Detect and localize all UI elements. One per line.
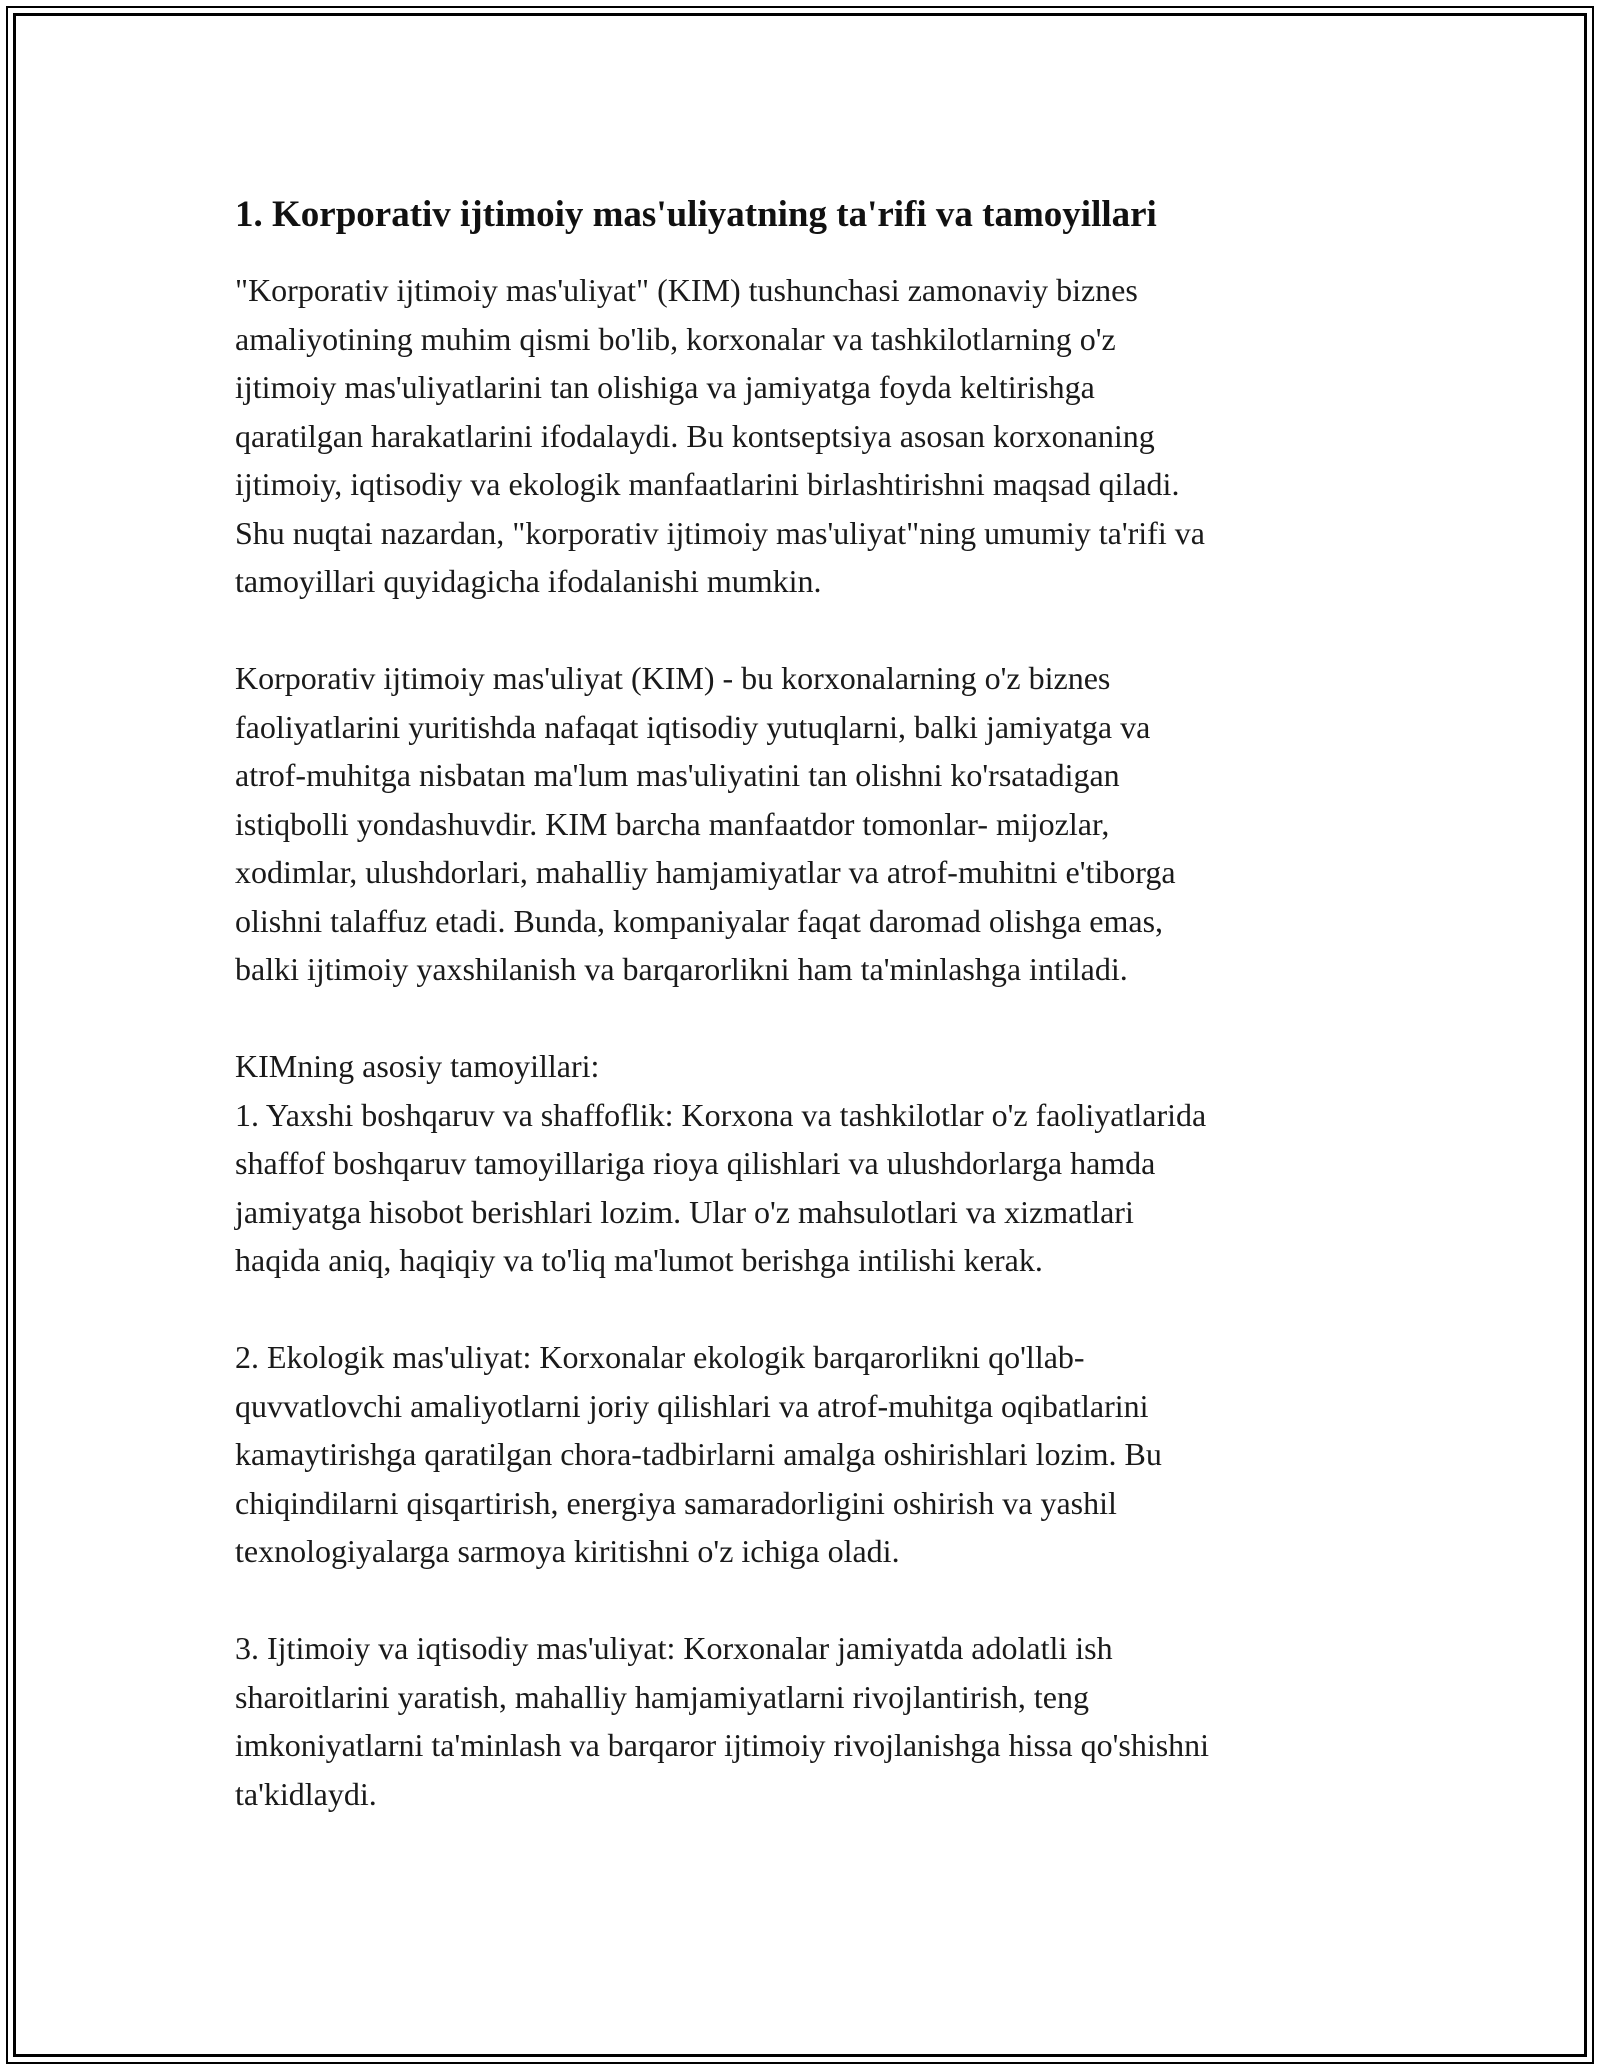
text-line: xodimlar, ulushdorlari, mahalliy hamjamiyatlar va atrof-muhitni e'tiborga [235, 854, 1176, 890]
text-line: Shu nuqtai nazardan, "korporativ ijtimoiy mas'uliyat"ning umumiy ta'rifi va [235, 514, 1205, 551]
principle-1-line: 1. Yaxshi boshqaruv va shaffoflik: Korxona va tashkilotlar o'z faoliyatlarida [235, 1096, 1207, 1133]
principle-1-line: shaffof boshqaruv tamoyillariga rioya qilishlari va ulushdorlarga hamda [235, 1145, 1156, 1181]
document-body [235, 186, 1365, 1818]
text-line: faoliyatlarini yuritishda nafaqat iqtisodiy yutuqlarni, balki jamiyatga va [235, 708, 1151, 745]
principle-2 [235, 1333, 1365, 1576]
text-line: olishni talaffuz etadi. Bunda, kompaniyalar faqat daromad olishga emas, [235, 902, 1164, 939]
section-heading: 1. Korporativ ijtimoiy mas'uliyatning ta'rifi va tamoyillari [235, 194, 1157, 235]
principle-3-line: sharoitlarini yaratish, mahalliy hamjamiyatlarni rivojlantirish, teng [235, 1678, 1089, 1715]
principle-1-line: jamiyatga hisobot berishlari lozim. Ular o'z mahsulotlari va xizmatlari [235, 1193, 1134, 1230]
principles-title: KIMning asosiy tamoyillari: [235, 1048, 600, 1084]
paragraph-gap [235, 1576, 1365, 1625]
text-line: tamoyillari quyidagicha ifodalanishi mumkin. [235, 563, 822, 599]
principle-3 [235, 1624, 1365, 1818]
principle-2-line: kamaytirishga qaratilgan chora-tadbirlarni amalga oshirishlari lozim. Bu [235, 1436, 1162, 1472]
principle-2-line: 2. Ekologik mas'uliyat: Korxonalar ekologik barqarorlikni qo'llab- [235, 1339, 1085, 1375]
principles-list [235, 1042, 1365, 1285]
text-line: istiqbolli yondashuvdir. KIM barcha manfaatdor tomonlar- mijozlar, [235, 805, 1110, 842]
paragraph-gap [235, 1285, 1365, 1334]
principle-2-line: chiqindilarni qisqartirish, energiya samaradorligini oshirish va yashil [235, 1484, 1117, 1521]
paragraph-gap [235, 994, 1365, 1043]
text-line: amaliyotining muhim qismi bo'lib, korxonalar va tashkilotlarning o'z [235, 320, 1116, 357]
intro-paragraph [235, 266, 1365, 606]
text-line: ijtimoiy, iqtisodiy va ekologik manfaatlarini birlashtirishni maqsad qiladi. [235, 466, 1180, 502]
text-line: qaratilgan harakatlarini ifodalaydi. Bu kontseptsiya asosan korxonaning [235, 417, 1155, 454]
principle-3-line: ta'kidlaydi. [235, 1775, 377, 1812]
principle-3-line: imkoniyatlarni ta'minlash va barqaror ijtimoiy rivojlanishga hissa qo'shishni [235, 1727, 1210, 1763]
paragraph-gap [235, 606, 1365, 655]
text-line: balki ijtimoiy yaxshilanish va barqarorlikni ham ta'minlashga intiladi. [235, 951, 1128, 987]
text-line: ijtimoiy mas'uliyatlarini tan olishiga va jamiyatga foyda keltirishga [235, 369, 1095, 405]
definition-paragraph [235, 654, 1365, 994]
text-line: atrof-muhitga nisbatan ma'lum mas'uliyatini tan olishni ko'rsatadigan [235, 757, 1120, 793]
principle-3-line: 3. Ijtimoiy va iqtisodiy mas'uliyat: Korxonalar jamiyatda adolatli ish [235, 1630, 1113, 1666]
text-line: Korporativ ijtimoiy mas'uliyat (KIM) - bu korxonalarning o'z biznes [235, 660, 1111, 696]
principle-2-line: quvvatlovchi amaliyotlarni joriy qilishlari va atrof-muhitga oqibatlarini [235, 1387, 1149, 1424]
principle-1-line: haqida aniq, haqiqiy va to'liq ma'lumot berishga intilishi kerak. [235, 1242, 1043, 1278]
principle-2-line: texnologiyalarga sarmoya kiritishni o'z ichiga oladi. [235, 1533, 900, 1569]
text-line: "Korporativ ijtimoiy mas'uliyat" (KIM) tushunchasi zamonaviy biznes [235, 272, 1138, 308]
